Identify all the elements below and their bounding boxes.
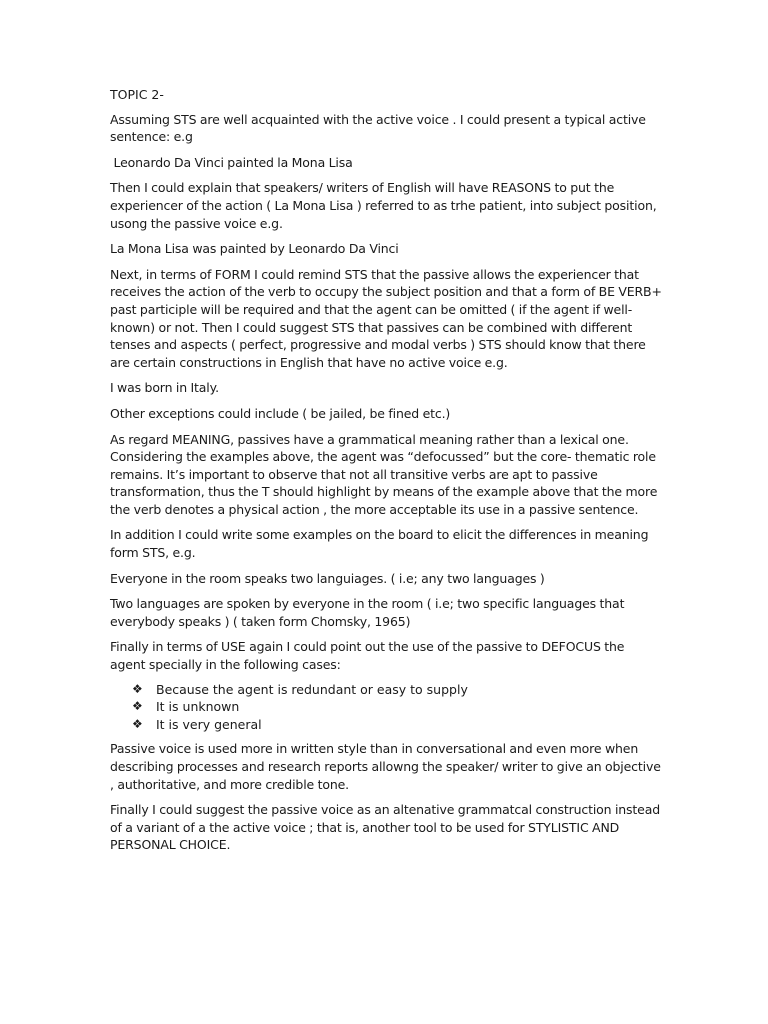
paragraph-exceptions: Other exceptions could include ( be jailed, be fined etc.) bbox=[110, 405, 451, 421]
example-everyone: Everyone in the room speaks two languiages. ( i.e; any two languages ) bbox=[110, 570, 545, 586]
list-item-text: Because the agent is redundant or easy to supply bbox=[156, 681, 468, 697]
list-item-text: It is very general bbox=[156, 716, 262, 732]
paragraph-written-style: Passive voice is used more in written style than in conversational and even more when describing processes and research reports allowng the speaker/ writer to give an objective , authoritative, and more credible tone. bbox=[110, 741, 661, 792]
document-title: TOPIC 2- bbox=[110, 87, 164, 102]
example-passive-sentence: La Mona Lisa was painted by Leonardo Da Vinci bbox=[110, 241, 399, 257]
paragraph-meaning: As regard MEANING, passives have a grammatical meaning rather than a lexical one. Considering the examples above, the agent was “defocussed” but the core- thematic role remains. It’s important to observe that not all transitive verbs are apt to passive transformation, thus the T should highlight by means of the example above that the more the verb denotes a physical action , the more acceptable its use in a passive sentence. bbox=[110, 431, 658, 517]
paragraph-examples-board: In addition I could write some examples on the board to elicit the differences in meaning form STS, e.g. bbox=[110, 527, 649, 561]
example-born: I was born in Italy. bbox=[110, 380, 219, 396]
paragraph-conclusion: Finally I could suggest the passive voice as an altenative grammatcal construction instead of a variant of a the active voice ; that is, another tool to be used for STYLISTIC AND PERSONAL CHOICE. bbox=[110, 802, 660, 853]
list-item bbox=[132, 681, 662, 699]
bullet-list bbox=[110, 681, 662, 734]
document-page bbox=[110, 86, 662, 862]
example-two-languages: Two languages are spoken by everyone in the room ( i.e; two specific languages that everybody speaks ) ( taken form Chomsky, 1965) bbox=[110, 596, 625, 629]
diamond-bullet-icon: ❖ bbox=[132, 681, 143, 696]
paragraph-use: Finally in terms of USE again I could point out the use of the passive to DEFOCUS the agent specially in the following cases: bbox=[110, 639, 625, 673]
diamond-bullet-icon: ❖ bbox=[132, 699, 143, 714]
list-item bbox=[132, 716, 662, 734]
example-active-sentence: Leonardo Da Vinci painted la Mona Lisa bbox=[110, 154, 353, 170]
paragraph-reasons: Then I could explain that speakers/ writers of English will have REASONS to put the experiencer of the action ( La Mona Lisa ) referred to as trhe patient, into subject position, usong the passive voice e.g. bbox=[110, 180, 657, 231]
diamond-bullet-icon: ❖ bbox=[132, 716, 143, 731]
paragraph-intro: Assuming STS are well acquainted with the active voice . I could present a typical active sentence: e.g bbox=[110, 111, 646, 145]
list-item bbox=[132, 698, 662, 716]
paragraph-form: Next, in terms of FORM I could remind STS that the passive allows the experiencer that receives the action of the verb to occupy the subject position and that a form of BE VERB+ past participle will be required and that the agent can be omitted ( if the agent if well-known) or not. Then I could suggest STS that passives can be combined with different tenses and aspects ( perfect, progressive and modal verbs ) STS should know that there are certain constructions in English that have no active voice e.g. bbox=[110, 266, 662, 370]
list-item-text: It is unknown bbox=[156, 699, 240, 715]
